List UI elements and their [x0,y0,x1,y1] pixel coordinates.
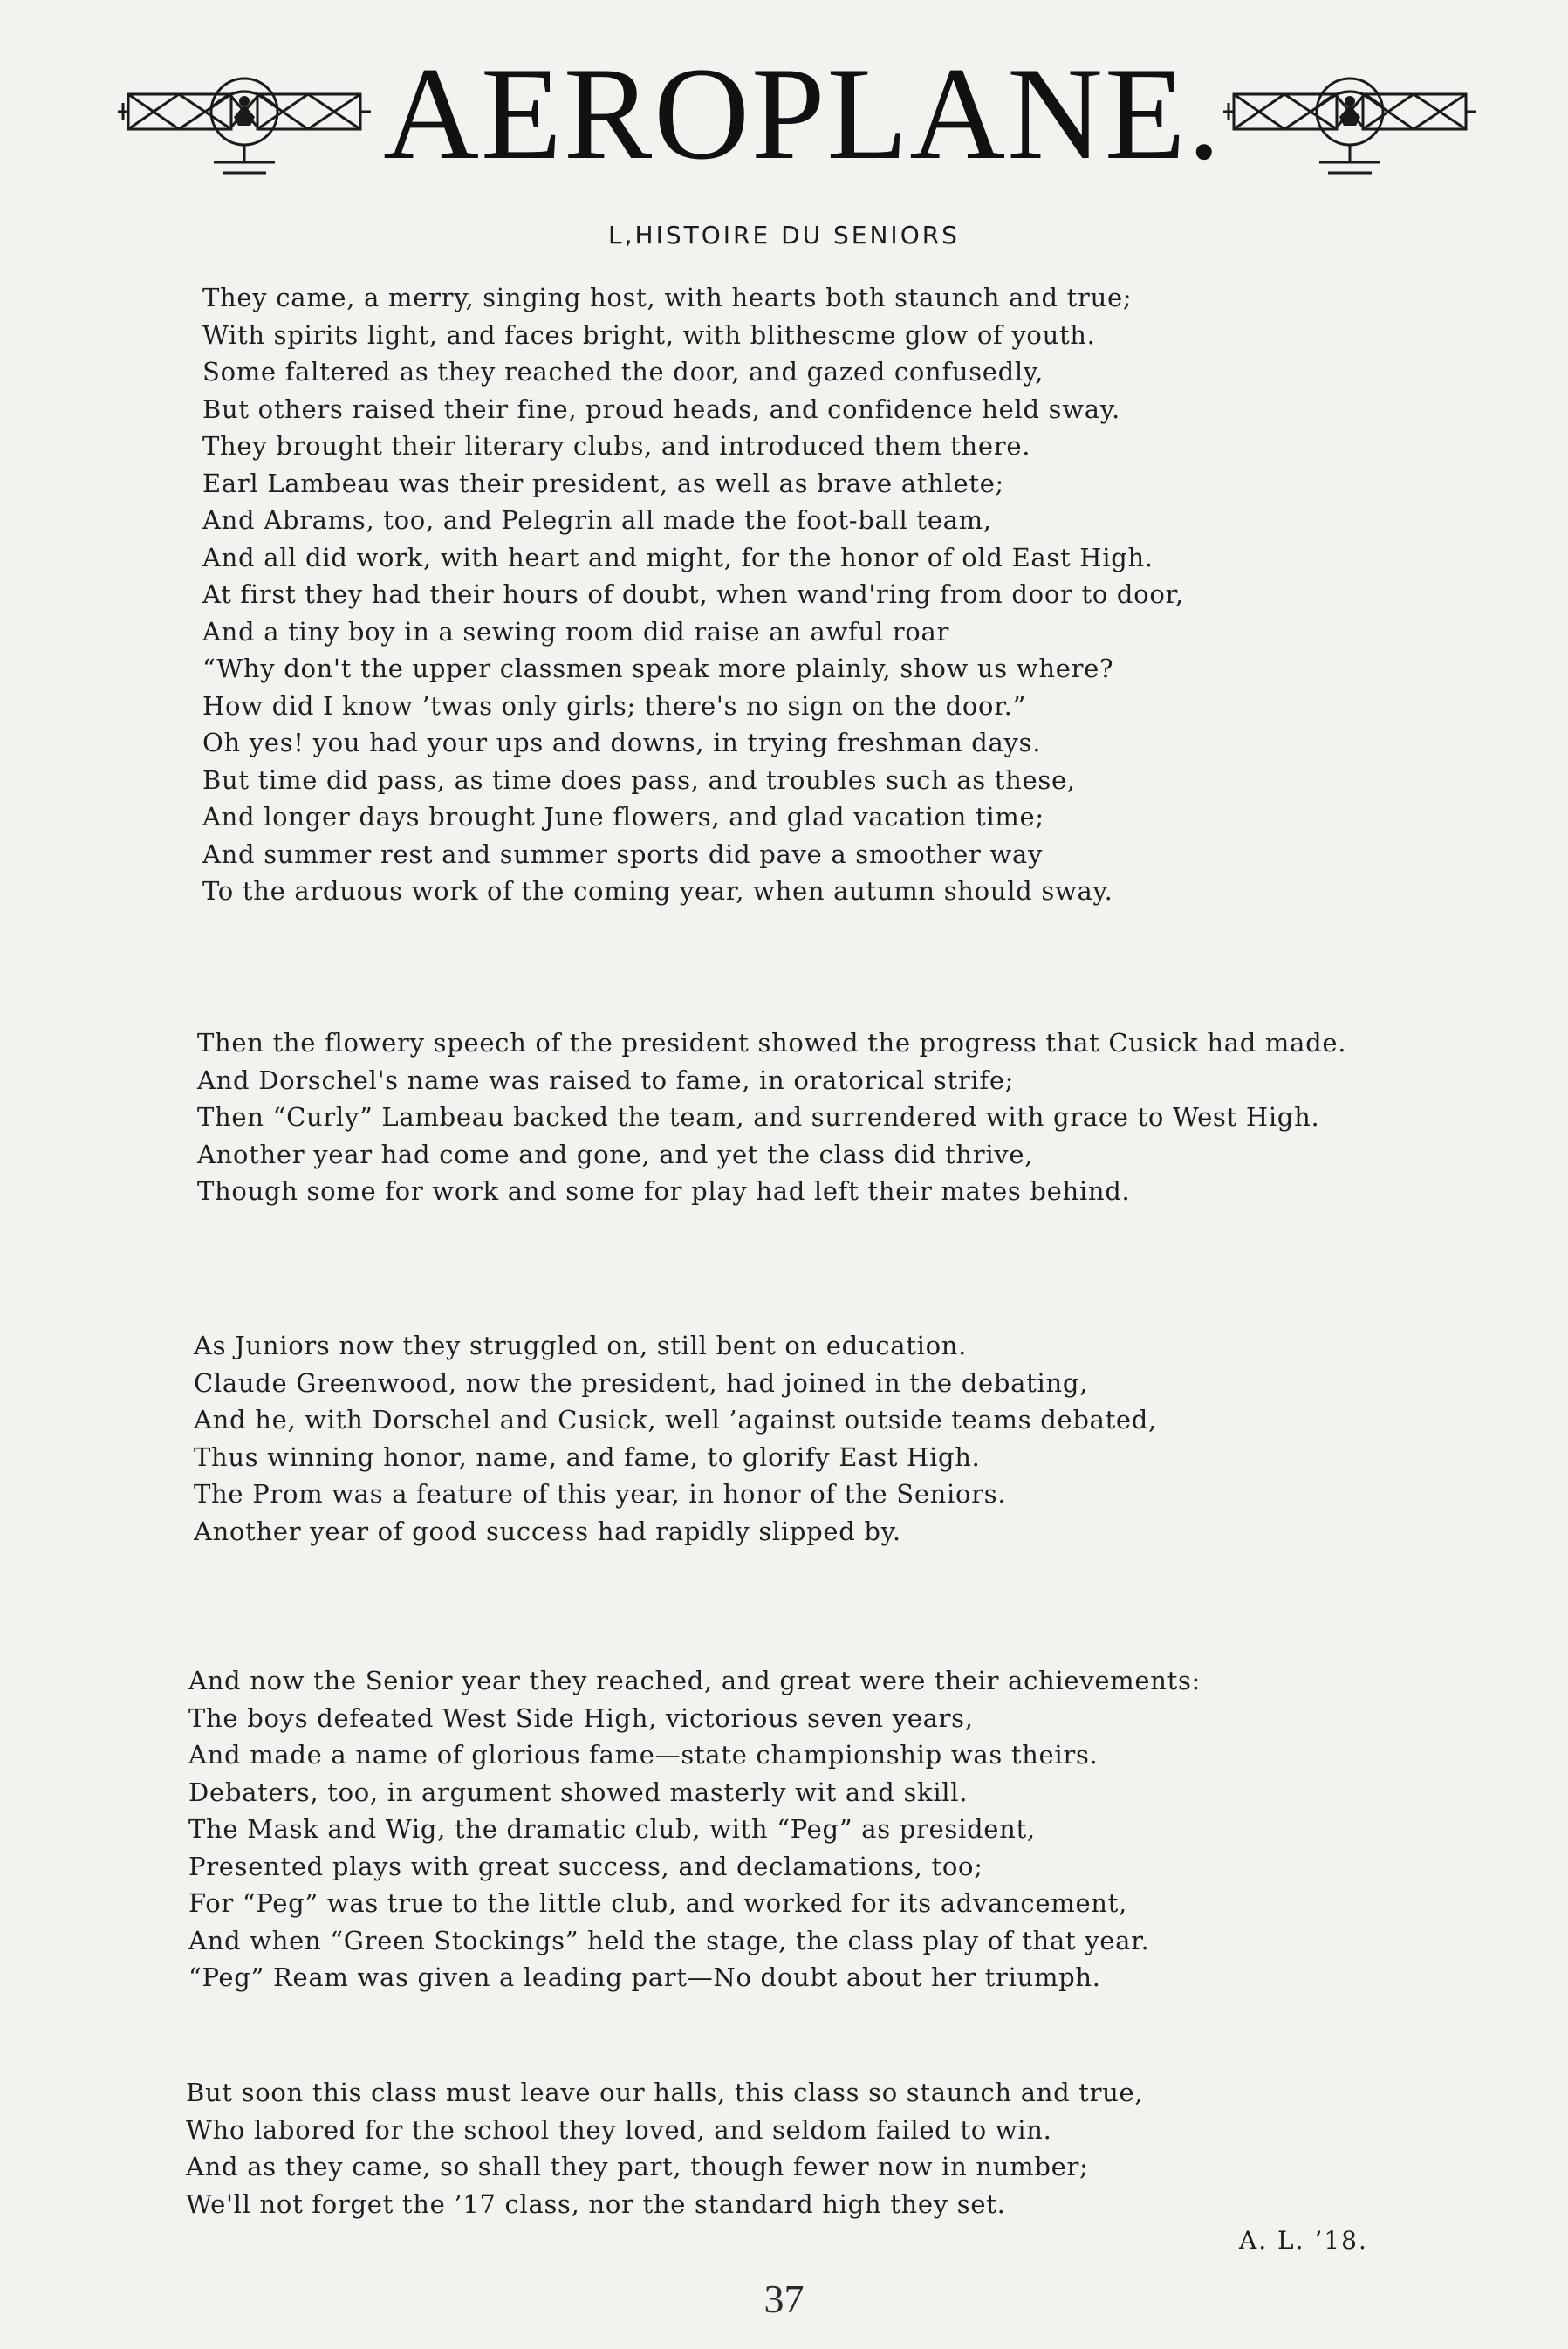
verse-line: And made a name of glorious fame—state championship was theirs. [188,1740,1099,1770]
verse-line: As Juniors now they struggled on, still bent on education. [194,1331,968,1360]
biplane-icon [1223,59,1476,190]
verse-line: Claude Greenwood, now the president, had joined in the debating, [194,1367,1089,1398]
verse-line: Another year had come and gone, and yet the class did thrive, [197,1139,1034,1169]
verse-line: “Peg” Ream was given a leading part—No doubt about her triumph. [188,1962,1101,1992]
stanza-sophomore [197,1024,1346,1210]
masthead-title: AEROPLANE. [383,40,1222,187]
verse-line: But others raised their fine, proud heads, and confidence held sway. [202,394,1120,424]
verse-line: And as they came, so shall they part, though fewer now in number; [186,2152,1089,2181]
verse-line: Then the flowery speech of the president showed the progress that Cusick had made. [197,1028,1347,1058]
verse-line: Debaters, too, in argument showed masterly wit and skill. [188,1777,969,1807]
verse-line: They came, a merry, singing host, with hearts both staunch and true; [202,283,1133,312]
biplane-icon [118,59,371,190]
stanza-senior [188,1662,1201,1996]
verse-line: The boys defeated West Side High, victorious seven years, [188,1702,974,1733]
verse-line: And all did work, with heart and might, for the honor of old East High. [202,542,1154,572]
verse-line: And when “Green Stockings” held the stage, the class play of that year. [188,1925,1150,1955]
verse-line: And longer days brought June flowers, and glad vacation time; [202,802,1044,832]
verse-line: Thus winning honor, name, and fame, to glorify East High. [194,1442,981,1472]
masthead [0,40,1568,192]
stanza-farewell [186,2074,1143,2222]
verse-line: They brought their literary clubs, and introduced them there. [202,431,1031,461]
verse-line: To the arduous work of the coming year, when autumn should sway. [202,876,1113,906]
verse-line: And he, with Dorschel and Cusick, well ’against outside teams debated, [194,1405,1157,1435]
verse-line: Another year of good success had rapidly slipped by. [194,1516,901,1546]
verse-line: Presented plays with great success, and declamations, too; [188,1851,983,1881]
verse-line: “Why don't the upper classmen speak more plainly, show us where? [202,654,1114,683]
article-title: L,HISTOIRE DU SENIORS [608,221,960,250]
verse-line: And a tiny boy in a sewing room did raise an awful roar [202,616,950,647]
verse-line: The Prom was a feature of this year, in honor of the Seniors. [194,1479,1007,1509]
verse-line: Some faltered as they reached the door, and gazed confusedly, [202,357,1044,387]
verse-line: And Abrams, too, and Pelegrin all made the foot-ball team, [202,505,992,535]
verse-line: And now the Senior year they reached, and great were their achievements: [188,1666,1202,1695]
verse-line: But soon this class must leave our halls, this class so staunch and true, [186,2078,1144,2107]
verse-line: Then “Curly” Lambeau backed the team, and surrendered with grace to West High. [197,1102,1320,1132]
page-number: 37 [763,2277,805,2321]
verse-line: Though some for work and some for play had left their mates behind. [197,1176,1131,1206]
verse-line: For “Peg” was true to the little club, and worked for its advancement, [188,1888,1127,1918]
verse-line: And Dorschel's name was raised to fame, in oratorical strife; [197,1065,1015,1095]
verse-line: Earl Lambeau was their president, as well as brave athlete; [202,468,1005,498]
verse-line: Oh yes! you had your ups and downs, in trying freshman days. [202,728,1042,757]
verse-line: At first they had their hours of doubt, when wand'ring from door to door, [202,579,1184,609]
verse-line: Who labored for the school they loved, and seldom failed to win. [186,2114,1052,2145]
verse-line: With spirits light, and faces bright, with blithescme glow of youth. [202,319,1096,350]
verse-line: The Mask and Wig, the dramatic club, with “Peg” as president, [188,1814,1036,1844]
verse-line: We'll not forget the ’17 class, nor the standard high they set. [186,2188,1006,2219]
stanza-junior [194,1327,1157,1550]
verse-line: But time did pass, as time does pass, and troubles such as these, [202,764,1076,795]
author-signature: A. L. ’18. [1239,2226,1368,2255]
verse-line: And summer rest and summer sports did pave a smoother way [202,839,1044,869]
verse-line: How did I know ’twas only girls; there's no sign on the door.” [202,690,1027,721]
stanza-freshman [202,279,1184,910]
